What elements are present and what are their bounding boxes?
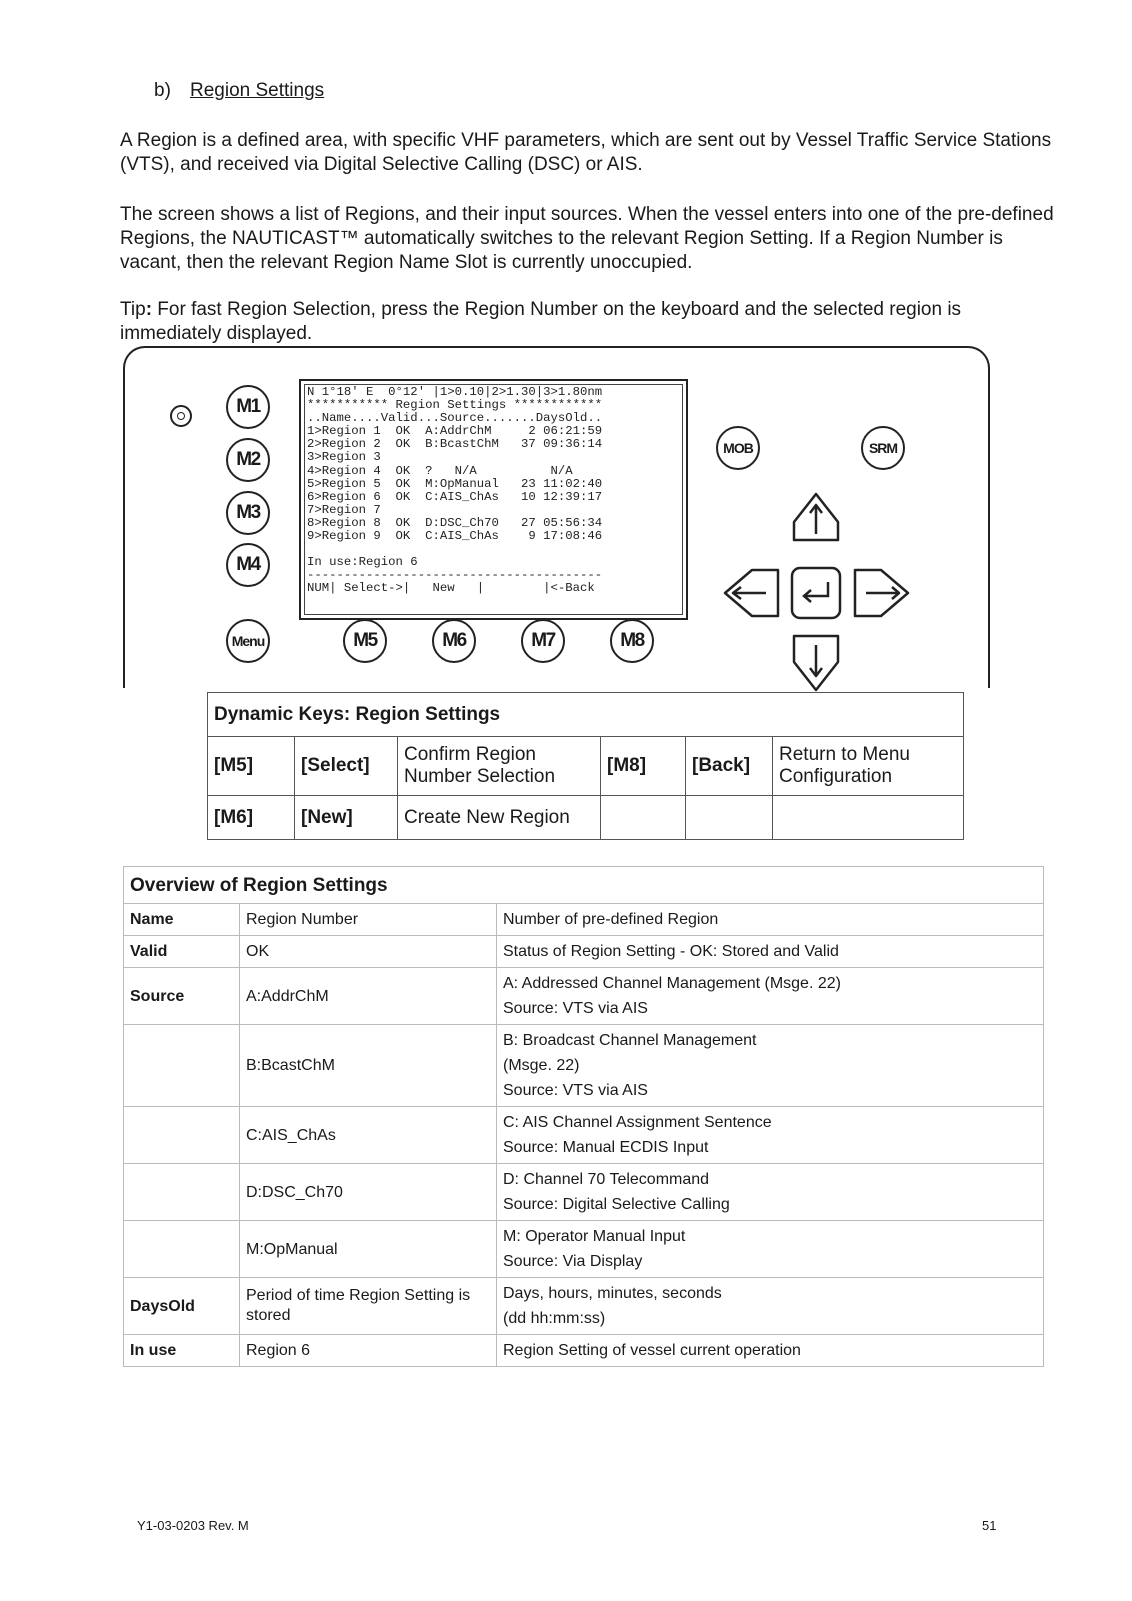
key-cell: [M8] — [601, 737, 686, 796]
field-name: Name — [124, 904, 240, 936]
field-name: DaysOld — [124, 1278, 240, 1335]
srm-button[interactable]: SRM — [861, 426, 905, 470]
dynamic-keys-title: Dynamic Keys: Region Settings — [208, 693, 964, 737]
lcd-line: ..Name....Valid...Source.......DaysOld.. — [307, 411, 603, 426]
field-description: A: Addressed Channel Management (Msge. 22) Source: VTS via AIS — [497, 968, 1044, 1025]
table-row — [208, 796, 964, 840]
empty-cell — [686, 796, 773, 840]
table-row — [124, 936, 1044, 968]
lcd-line: 1>Region 1 OK A:AddrChM 2 06:21:59 — [307, 424, 603, 439]
lcd-line: ---------------------------------------- — [307, 568, 603, 583]
right-arrow-icon[interactable] — [855, 570, 908, 616]
lcd-line: In use:Region 6 — [307, 555, 418, 570]
key-cell: [M5] — [208, 737, 295, 796]
lcd-line: 6>Region 6 OK C:AIS_ChAs 10 12:39:17 — [307, 489, 603, 504]
footer-document-id: Y1-03-0203 Rev. M — [137, 1518, 249, 1533]
dynamic-keys-table — [207, 692, 964, 840]
m1-button[interactable]: M1 — [226, 385, 270, 429]
table-row — [124, 1107, 1044, 1164]
table-row — [124, 1335, 1044, 1367]
m5-button[interactable]: M5 — [343, 619, 387, 663]
field-value: B:BcastChM — [240, 1025, 497, 1107]
m4-button[interactable]: M4 — [226, 543, 270, 587]
table-row — [124, 1025, 1044, 1107]
field-value: Region Number — [240, 904, 497, 936]
table-row — [124, 904, 1044, 936]
lcd-line: 5>Region 5 OK M:OpManual 23 11:02:40 — [307, 476, 603, 491]
field-value: Region 6 — [240, 1335, 497, 1367]
lcd-line: 9>Region 9 OK C:AIS_ChAs 9 17:08:46 — [307, 529, 603, 544]
lcd-line: 2>Region 2 OK B:BcastChM 37 09:36:14 — [307, 437, 603, 452]
field-value: OK — [240, 936, 497, 968]
overview-title: Overview of Region Settings — [124, 867, 1044, 904]
table-row — [208, 737, 964, 796]
field-description: C: AIS Channel Assignment Sentence Source: Manual ECDIS Input — [497, 1107, 1044, 1164]
lcd-line: 7>Region 7 — [307, 502, 381, 517]
m2-button[interactable]: M2 — [226, 438, 270, 482]
m6-button[interactable]: M6 — [432, 619, 476, 663]
lcd-line: 4>Region 4 OK ? N/A N/A — [307, 463, 573, 478]
paragraph-screen-description: The screen shows a list of Regions, and their input sources. When the vessel enters into one of the pre-defined Regions, the NAUTICAST™ automatically switches to the relevant Region Setting. If a Region Number is vacant, then the relevant Region Name Slot is currently unoccupied. — [120, 204, 1054, 273]
m7-button[interactable]: M7 — [521, 619, 565, 663]
paragraph-region-definition: A Region is a defined area, with specific VHF parameters, which are sent out by Vessel Traffic Service Stations (VTS), and received via Digital Selective Calling (DSC) or AIS. — [120, 130, 1052, 175]
empty-cell — [601, 796, 686, 840]
field-description: Days, hours, minutes, seconds (dd hh:mm:ss) — [497, 1278, 1044, 1335]
lcd-text — [307, 386, 602, 596]
m8-button[interactable]: M8 — [610, 619, 654, 663]
empty-cell — [773, 796, 964, 840]
key-cell: [New] — [295, 796, 398, 840]
left-arrow-icon[interactable] — [725, 570, 778, 616]
table-row — [124, 1278, 1044, 1335]
key-cell: [Back] — [686, 737, 773, 796]
field-description: D: Channel 70 Telecommand Source: Digital Selective Calling — [497, 1164, 1044, 1221]
key-cell: [M6] — [208, 796, 295, 840]
field-value: C:AIS_ChAs — [240, 1107, 497, 1164]
table-row — [124, 968, 1044, 1025]
key-description: Create New Region — [398, 796, 601, 840]
field-name — [124, 1107, 240, 1164]
table-row — [124, 1164, 1044, 1221]
field-name — [124, 1025, 240, 1107]
field-name: Valid — [124, 936, 240, 968]
field-description: Region Setting of vessel current operation — [497, 1335, 1044, 1367]
field-name — [124, 1221, 240, 1278]
section-title: Region Settings — [190, 80, 325, 101]
overview-table — [123, 866, 1044, 1367]
field-name: Source — [124, 968, 240, 1025]
lcd-line: *********** Region Settings ************ — [307, 398, 603, 413]
mob-button[interactable]: MOB — [716, 426, 760, 470]
menu-button[interactable]: Menu — [226, 619, 270, 663]
field-value: D:DSC_Ch70 — [240, 1164, 497, 1221]
field-description: M: Operator Manual Input Source: Via Display — [497, 1221, 1044, 1278]
field-description: B: Broadcast Channel Management (Msge. 22) Source: VTS via AIS — [497, 1025, 1044, 1107]
field-value: A:AddrChM — [240, 968, 497, 1025]
tip-text: For fast Region Selection, press the Region Number on the keyboard and the selected region is immediately displayed. — [120, 299, 962, 344]
section-number: b) — [154, 80, 171, 101]
field-name: In use — [124, 1335, 240, 1367]
field-description: Number of pre-defined Region — [497, 904, 1044, 936]
down-arrow-icon[interactable] — [794, 636, 838, 690]
key-cell: [Select] — [295, 737, 398, 796]
lcd-line: 8>Region 8 OK D:DSC_Ch70 27 05:56:34 — [307, 515, 603, 530]
enter-icon[interactable] — [792, 568, 840, 618]
m3-button[interactable]: M3 — [226, 491, 270, 535]
up-arrow-icon[interactable] — [794, 494, 838, 540]
tip-colon: : — [145, 299, 153, 320]
field-value: M:OpManual — [240, 1221, 497, 1278]
field-name — [124, 1164, 240, 1221]
lcd-line: NUM| Select->| New | |<-Back — [307, 581, 595, 596]
tip-label: Tip — [120, 299, 146, 320]
key-description: Return to Menu Configuration — [773, 737, 964, 796]
lcd-line: 3>Region 3 — [307, 450, 381, 465]
field-value: Period of time Region Setting is stored — [240, 1278, 497, 1335]
lcd-line: N 1°18' E 0°12' |1>0.10|2>1.30|3>1.80nm — [307, 385, 603, 399]
key-description: Confirm Region Number Selection — [398, 737, 601, 796]
field-description: Status of Region Setting - OK: Stored and Valid — [497, 936, 1044, 968]
footer-page-number: 51 — [982, 1518, 997, 1533]
table-row — [124, 1221, 1044, 1278]
